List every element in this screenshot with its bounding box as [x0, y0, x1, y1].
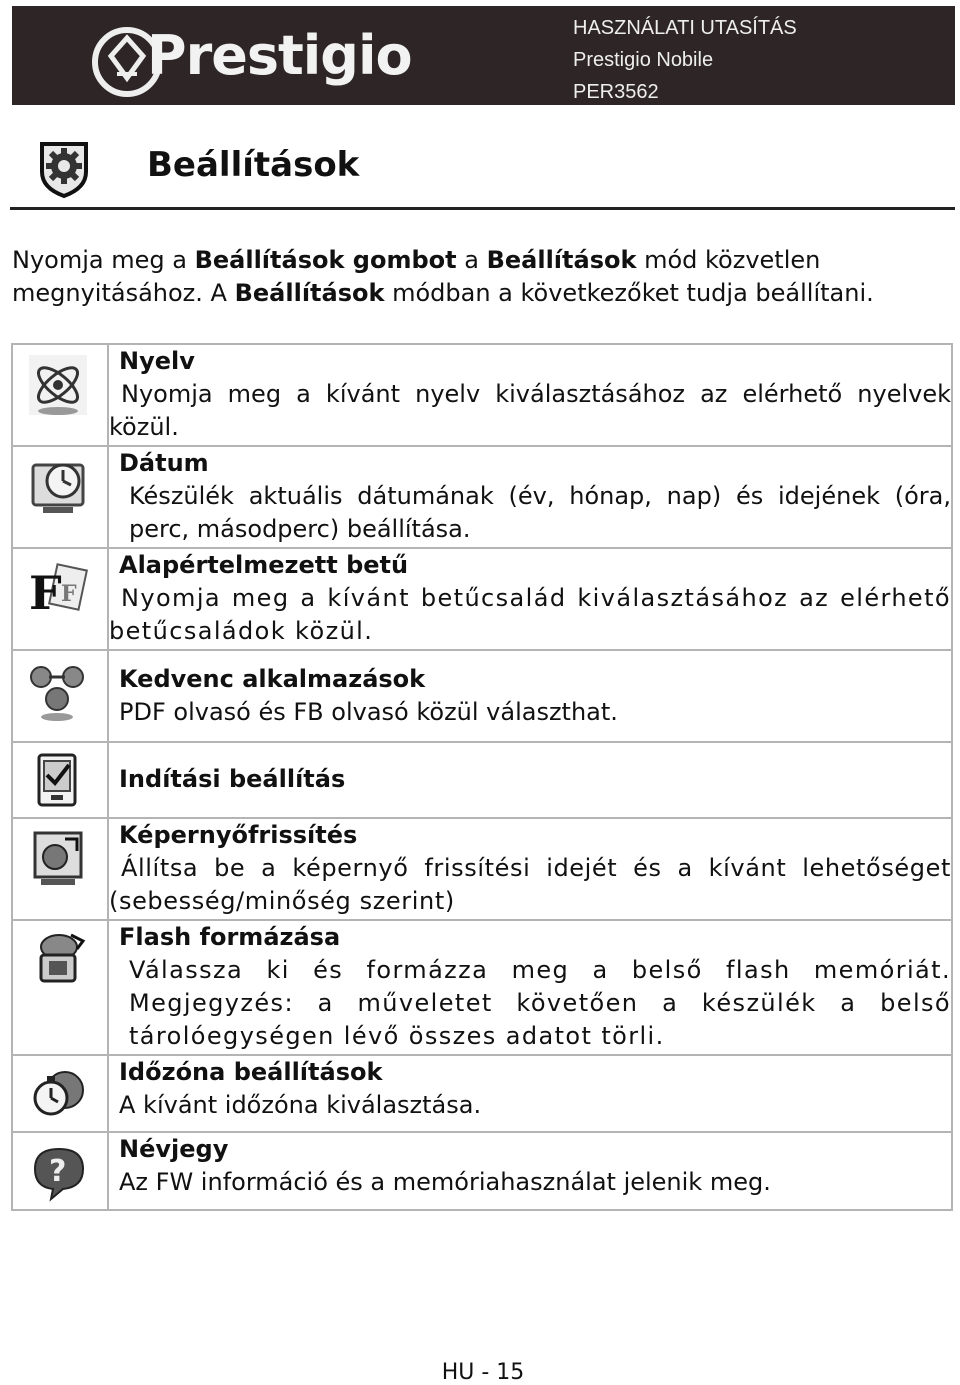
text-cell: [108, 818, 952, 920]
intro-bold-1: Beállítások gombot: [194, 246, 457, 274]
item-title: Dátum: [119, 449, 209, 477]
item-description: PDF olvasó és FB olvasó közül választhat.: [119, 698, 618, 726]
language-icon: [25, 353, 91, 419]
text-cell: [108, 650, 952, 742]
text-cell: [108, 344, 952, 446]
icon-cell: [12, 1055, 108, 1132]
about-icon: [25, 1141, 91, 1207]
intro-text-3: mód közvetlen megnyitásához. A: [12, 246, 821, 307]
header-info: [573, 12, 797, 108]
text-cell: [108, 548, 952, 650]
table-row: [12, 446, 952, 548]
icon-cell: [12, 548, 108, 650]
icon-cell: [12, 1132, 108, 1210]
manual-label: HASZNÁLATI UTASÍTÁS: [573, 17, 797, 39]
item-title: Időzóna beállítások: [119, 1058, 383, 1086]
item-description: Nyomja meg a kívánt nyelv kiválasztásához az elérhető nyelvek közül.: [109, 380, 951, 441]
table-row: [12, 818, 952, 920]
table-row: [12, 548, 952, 650]
item-description: A kívánt időzóna kiválasztása.: [119, 1091, 482, 1119]
item-title: Nyelv: [119, 347, 195, 375]
text-cell: [108, 920, 952, 1055]
item-title: Képernyőfrissítés: [119, 821, 358, 849]
timezone-icon: [25, 1064, 91, 1130]
text-cell: [108, 742, 952, 818]
item-description: Nyomja meg a kívánt betűcsalád kiválasztásához az elérhető betűcsaládok közül.: [109, 584, 951, 645]
favorite-apps-icon: [25, 659, 91, 725]
header-bar: [12, 6, 955, 105]
model-number: PER3562: [573, 81, 659, 103]
settings-table: [11, 343, 953, 1211]
item-description: Készülék aktuális dátumának (év, hónap, nap) és idejének (óra, perc, másodperc) beállítása.: [129, 482, 951, 543]
icon-cell: [12, 446, 108, 548]
startup-icon: [25, 751, 91, 817]
svg-text:F: F: [61, 581, 77, 607]
text-cell: [108, 446, 952, 548]
item-title: Névjegy: [119, 1135, 229, 1163]
title-divider: [10, 207, 955, 210]
svg-text:F: F: [29, 566, 62, 620]
item-title: Kedvenc alkalmazások: [119, 665, 426, 693]
svg-text:?: ?: [49, 1154, 67, 1189]
icon-cell: [12, 344, 108, 446]
item-title: Indítási beállítás: [119, 765, 346, 793]
table-row: [12, 742, 952, 818]
settings-gear-icon: [36, 140, 92, 198]
intro-paragraph: [12, 244, 947, 310]
intro-text-1: Nyomja meg a: [12, 246, 195, 274]
item-description: Válassza ki és formázza meg a belső flash memóriát. Megjegyzés: a műveletet követően a készülék a belső tárolóegységen lévő összes adatot törli.: [129, 956, 951, 1050]
page-title: Beállítások: [147, 145, 360, 185]
table-row: [12, 344, 952, 446]
brand-name: Prestigio: [147, 24, 412, 87]
table-row: [12, 1132, 952, 1210]
flash-format-icon: [25, 929, 91, 995]
screen-refresh-icon: [25, 827, 91, 893]
table-row: [12, 920, 952, 1055]
item-description: Az FW információ és a memóriahasználat jelenik meg.: [119, 1168, 771, 1196]
intro-text-4: módban a következőket tudja beállítani.: [384, 279, 874, 307]
intro-bold-3: Beállítások: [234, 279, 385, 307]
intro-bold-2: Beállítások: [486, 246, 637, 274]
table-row: [12, 1055, 952, 1132]
table-row: [12, 650, 952, 742]
text-cell: [108, 1055, 952, 1132]
icon-cell: [12, 920, 108, 1055]
icon-cell: [12, 650, 108, 742]
item-description: Állítsa be a képernyő frissítési idejét és a kívánt lehetőséget (sebesség/minőség szerint): [109, 854, 951, 915]
item-title: Alapértelmezett betű: [119, 551, 409, 579]
icon-cell: [12, 818, 108, 920]
font-icon: [25, 557, 91, 623]
product-name: Prestigio Nobile: [573, 49, 714, 71]
intro-text-2: a: [456, 246, 487, 274]
item-title: Flash formázása: [119, 923, 341, 951]
clock-icon: [25, 455, 91, 521]
icon-cell: [12, 742, 108, 818]
page-number: HU - 15: [441, 1360, 525, 1385]
text-cell: [108, 1132, 952, 1210]
